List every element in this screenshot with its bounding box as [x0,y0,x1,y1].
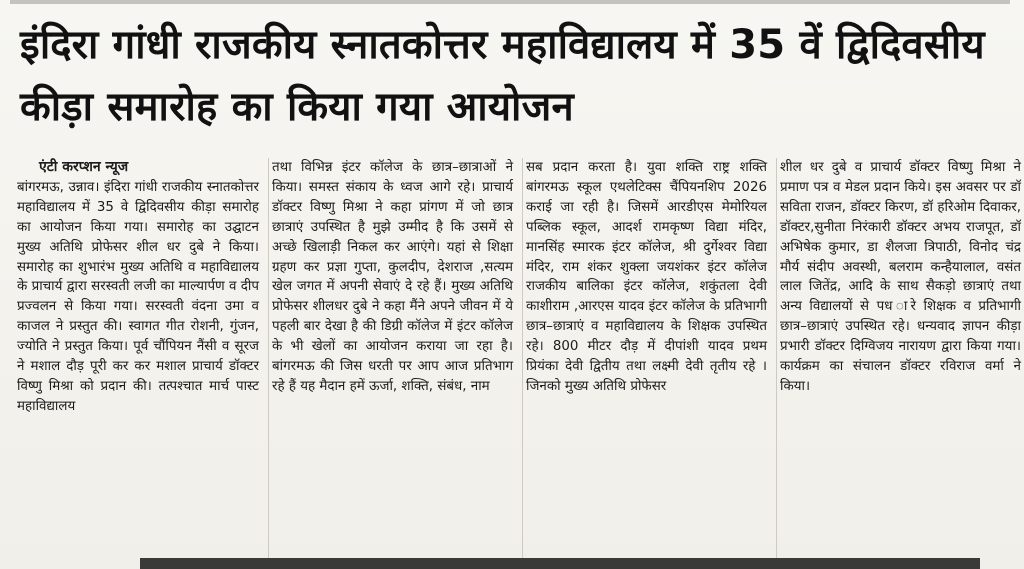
top-cutoff-strip [10,0,1010,4]
byline: एंटी करप्शन न्यूज [39,159,129,175]
article-column-2 [268,158,516,558]
column-4-text: शील धर दुबे व प्राचार्य डॉक्टर विष्णु मिश्रा ने प्रमाण पत्र व मेडल प्रदान किये। इस अवसर पर डॉ सविता राजन, डॉक्टर किरण, डॉ हरिओम दिवाकर, डॉक्टर,सुनीता निरंकारी डॉक्टर अभय राजपूत, डॉ अभिषेक कुमार, डा शैलजा त्रिपाठी, विनोद चंद्र मौर्य संदीप अवस्थी, बलराम कन्हैयालाल, वसंत लाल जितेंद्र, आदि के साथ सैकड़ो छात्राएं तथा अन्य विद्यालयों से पध ारे शिक्षक व प्रतिभागी छात्र–छात्राएं उपस्थित रहे। धन्यवाद ज्ञापन कीड़ा प्रभारी डॉक्टर दिग्विजय नारायण द्वारा किया गया। कार्यक्रम का संचालन डॉक्टर रविराज वर्मा ने किया। [780,160,1021,394]
article-column-3 [522,158,770,558]
article-column-4 [776,158,1024,558]
bottom-cutoff-strip [140,558,980,569]
column-1-text: बांगरमऊ, उन्नाव। इंदिरा गांधी राजकीय स्नातकोत्तर महाविद्यालय में 35 वे द्विदिवसीय कीड़ा समारोह का आयोजन किया गया। समारोह का उद्घाटन मुख्य अतिथि प्रोफेसर शील धर दुबे ने किया। समारोह का शुभारंभ मुख्य अतिथि व महाविद्यालय के प्राचार्य द्वारा सरस्वती लजी का माल्यार्पण व दीप प्रज्वलन से किया गया। सरस्वती वंदना उमा व काजल ने प्रस्तुत की। स्वागत गीत रोशनी, गुंजन, ज्योति ने प्रस्तुत किया। पूर्व चौंपियन नैंसी व सूरज ने मशाल दौड़ पूरी कर कर मशाल प्राचार्य डॉक्टर विष्णु मिश्रा को प्रदान की। तत्पश्चात मार्च पास्ट महाविद्यालय [17,179,259,414]
headline: इंदिरा गांधी राजकीय स्नातकोत्तर महाविद्यालय में 35 वें द्विदिवसीय कीड़ा समारोह का किया गया आयोजन [20,22,985,130]
column-2-text: तथा विभिन्न इंटर कॉलेज के छात्र–छात्राओं ने किया। समस्त संकाय के ध्वज आगे रहे। प्राचार्य डॉक्टर विष्णु मिश्रा ने कहा प्रांगण में जो छात्र छात्राएं उपस्थित है मुझे उम्मीद है कि उसमें से अच्छे खिलाड़ी निकल कर आएंगे। यहां से शिक्षा ग्रहण कर प्रज्ञा गुप्ता, कुलदीप, देशराज ,सत्यम खेल जगत में अपनी सेवाएं दे रहे हैं। मुख्य अतिथि प्रोफेसर शीलधर दुबे ने कहा मैंने अपने जीवन में ये पहली बार देखा है की डिग्री कॉलेज में इंटर कॉलेज के भी खेलों का आयोजन कराया जा रहा है। बांगरमऊ की जिस धरती पर आप आज प्रतिभाग रहे हैं यह मैदान हमें ऊर्जा, शक्ति, संबंध, नाम [272,160,513,394]
article-column-1 [14,158,262,558]
column-3-text: सब प्रदान करता है। युवा शक्ति राष्ट्र शक्ति बांगरमऊ स्कूल एथलेटिक्स चैंपियनशिप 2026 कराई जा रही है। जिसमें आरडीएस मेमोरियल पब्लिक स्कूल, आदर्श रामकृष्ण विद्या मंदिर, मानसिंह स्मारक इंटर कॉलेज, श्री दुर्गेश्वर विद्या मंदिर, राम शंकर शुक्ला जयशंकर इंटर कॉलेज राजकीय बालिका इंटर कॉलेज, शकुंतला देवी काशीराम ,आरएस यादव इंटर कॉलेज के प्रतिभागी छात्र–छात्राएं व महाविद्यालय के शिक्षक उपस्थित रहे। 800 मीटर दौड़ में दीपांशी यादव प्रथम प्रियंका देवी द्वितीय तथा लक्ष्मी देवी तृतीय रहे । जिनको मुख्य अतिथि प्रोफेसर [526,160,767,394]
article-columns [14,158,1021,558]
